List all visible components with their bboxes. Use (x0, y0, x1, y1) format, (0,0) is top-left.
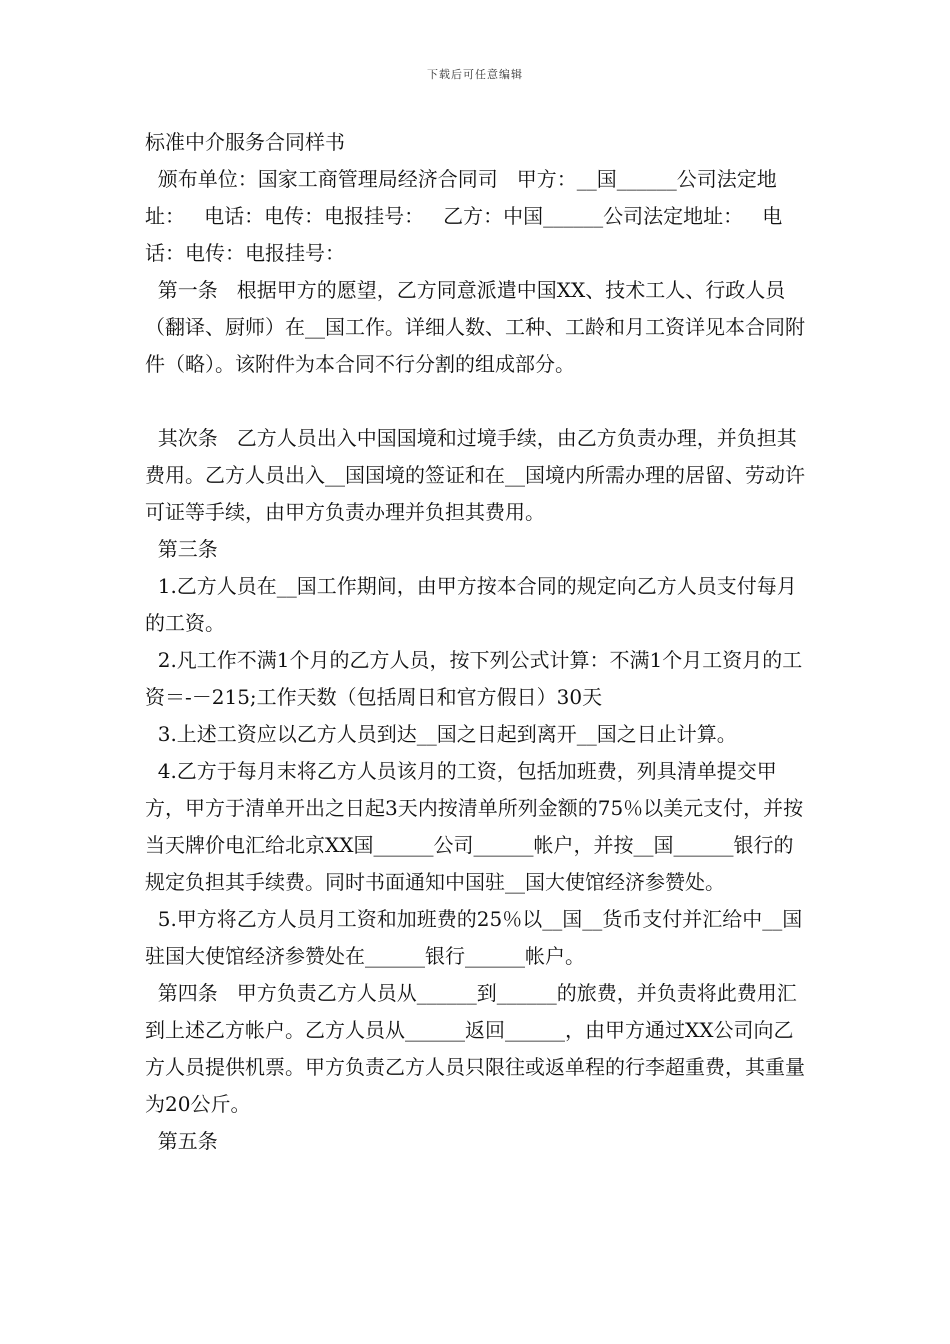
paragraph-article-3-item-5: 5.甲方将乙方人员月工资和加班费的25％以__国__货币支付并汇给中__国驻国大使馆经济参赞处在______银行______帐户。 (145, 907, 803, 968)
paragraph-parties: 颁布单位：国家工商管理局经济合同司 甲方：__国______公司法定地址： 电话：电传：电报挂号： 乙方：中国______公司法定地址： 电话：电传：电报挂号： (145, 167, 783, 265)
paragraph-article-1: 第一条 根据甲方的愿望，乙方同意派遣中国XX、技术工人、行政人员（翻译、厨师）在__国工作。详细人数、工种、工龄和月工资详见本合同附件（略）。该附件为本合同不行分割的组成部分。 (145, 278, 805, 376)
paragraph-article-3-heading: 第三条 (145, 537, 218, 561)
paragraph-article-3-item-2: 2.凡工作不满1个月的乙方人员，按下列公式计算：不满1个月工资月的工资＝-－215;工作天数（包括周日和官方假日）30天 (145, 648, 803, 709)
paragraph-article-4: 第四条 甲方负责乙方人员从______到______的旅费，并负责将此费用汇到上述乙方帐户。乙方人员从______返回______，由甲方通过XX公司向乙方人员提供机票。甲方负责乙方人员只限往或返单程的行李超重费，其重量为20公斤。 (145, 981, 805, 1116)
page-header: 下载后可任意编辑 (427, 68, 523, 81)
paragraph-article-3-item-3: 3.上述工资应以乙方人员到达__国之日起到离开__国之日止计算。 (145, 722, 737, 746)
paragraph-article-5-heading: 第五条 (145, 1129, 218, 1153)
document-title: 标准中介服务合同样书 (145, 130, 345, 154)
paragraph-article-3-item-4: 4.乙方于每月末将乙方人员该月的工资，包括加班费，列具清单提交甲方，甲方于清单开出之日起3天内按清单所列金额的75％以美元支付，并按当天牌价电汇给北京XX国______公司______帐户，并按__国______银行的规定负担其手续费。同时书面通知中国驻__国大使馆经济参赞处。 (145, 759, 804, 894)
paragraph-article-3-item-1: 1.乙方人员在__国工作期间，由甲方按本合同的规定向乙方人员支付每月的工资。 (145, 574, 797, 635)
paragraph-article-2: 其次条 乙方人员出入中国国境和过境手续，由乙方负责办理，并负担其费用。乙方人员出入__国国境的签证和在__国境内所需办理的居留、劳动许可证等手续，由甲方负责办理并负担其费用。 (145, 426, 805, 524)
document-body (145, 124, 810, 1160)
blank-line (145, 383, 810, 420)
